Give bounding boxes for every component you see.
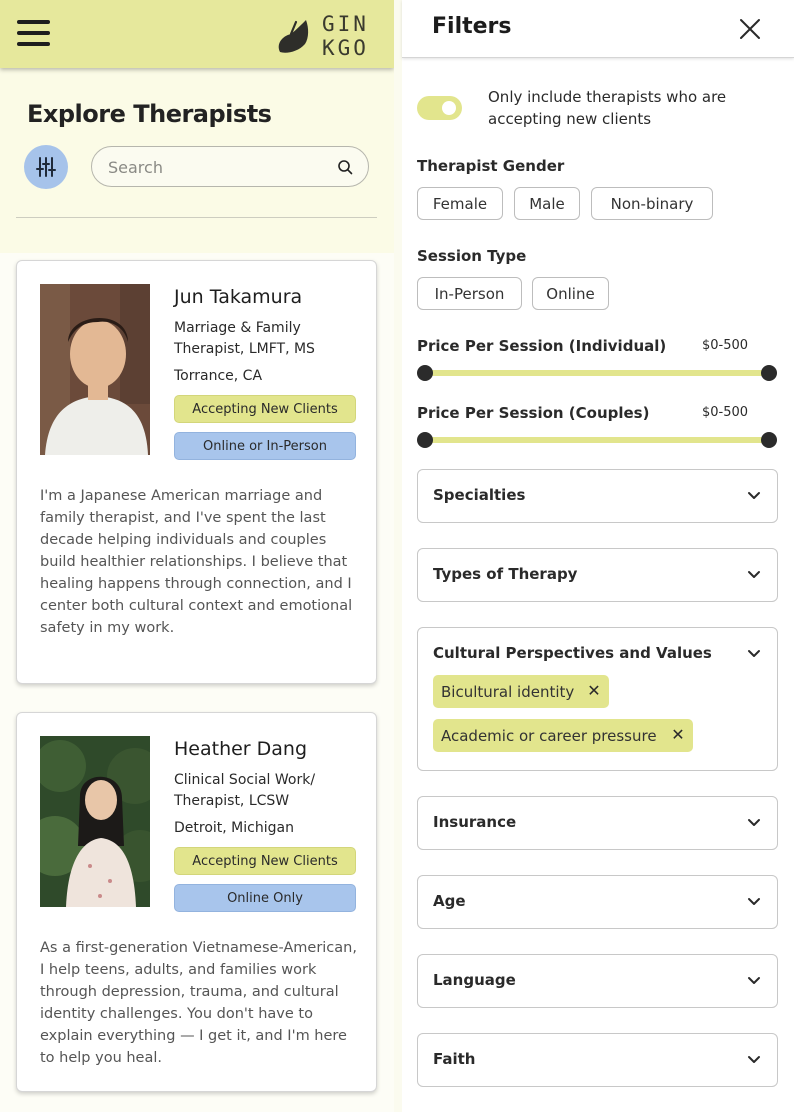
chevron-down-icon: [747, 974, 761, 988]
price-individual-min-handle[interactable]: [417, 365, 433, 381]
search-icon[interactable]: [337, 159, 353, 175]
therapist-role: Marriage & Family Therapist, LMFT, MS: [174, 320, 315, 357]
accordion-label: Age: [433, 892, 466, 910]
accordion-label: Insurance: [433, 813, 517, 831]
logo-line-1: GIN: [322, 12, 369, 36]
chevron-down-icon: [747, 568, 761, 582]
close-icon[interactable]: [738, 17, 762, 41]
app-bar: [0, 0, 394, 68]
accordion-label: Language: [433, 971, 516, 989]
therapist-location: Detroit, Michigan: [174, 820, 294, 836]
price-individual-max-handle[interactable]: [761, 365, 777, 381]
price-couples-slider-track[interactable]: [424, 437, 770, 443]
therapist-card[interactable]: [16, 260, 377, 684]
search-bar: [91, 146, 369, 187]
chevron-down-icon: [747, 895, 761, 909]
accordion-specialties[interactable]: [417, 469, 778, 523]
therapist-bio: I'm a Japanese American marriage and family therapist, and I've spent the last decade helping individuals and couples build healthier relationships. I believe that healing happens through connection, and I center both cultural context and emotional safety in my work.: [40, 488, 353, 636]
therapist-role: Clinical Social Work/ Therapist, LCSW: [174, 772, 316, 809]
therapist-card[interactable]: [16, 712, 377, 1092]
price-individual-label: Price Per Session (Individual): [417, 337, 667, 355]
tag-label: Academic or career pressure: [441, 726, 657, 745]
session-type-badge: Online or In-Person: [174, 432, 356, 460]
price-couples-range: $0-500: [702, 405, 749, 420]
cultural-tag: [433, 719, 693, 752]
filter-button[interactable]: [24, 145, 68, 189]
cultural-tag: [433, 675, 609, 708]
price-couples-max-handle[interactable]: [761, 432, 777, 448]
gender-chip-non-binary[interactable]: Non-binary: [591, 187, 713, 220]
price-couples-label: Price Per Session (Couples): [417, 404, 650, 422]
chevron-down-icon: [747, 1053, 761, 1067]
logo-line-2: KGO: [322, 36, 369, 60]
gender-chip-female[interactable]: Female: [417, 187, 503, 220]
session-type-label: Session Type: [417, 247, 527, 265]
explore-screen: [0, 0, 394, 1112]
filters-title: Filters: [432, 14, 512, 39]
accordion-label: Cultural Perspectives and Values: [433, 644, 712, 662]
session-chip-online[interactable]: Online: [532, 277, 609, 310]
brand-logo-text: [322, 12, 369, 60]
accordion-label: Faith: [433, 1050, 476, 1068]
accepting-clients-badge: Accepting New Clients: [174, 847, 356, 875]
therapist-name[interactable]: Heather Dang: [174, 738, 308, 760]
chevron-down-icon: [747, 489, 761, 503]
accordion-label: Specialties: [433, 486, 526, 504]
filters-panel: [402, 0, 794, 1112]
price-couples-min-handle[interactable]: [417, 432, 433, 448]
accordion-insurance[interactable]: [417, 796, 778, 850]
gender-chip-male[interactable]: Male: [514, 187, 580, 220]
therapist-location: Torrance, CA: [174, 368, 263, 384]
accepting-clients-badge: Accepting New Clients: [174, 395, 356, 423]
gender-label: Therapist Gender: [417, 157, 565, 175]
tag-label: Bicultural identity: [441, 682, 575, 701]
toggle-label: Only include therapists who are accepting new clients: [488, 88, 727, 128]
hamburger-menu-icon[interactable]: [17, 20, 51, 46]
search-input[interactable]: [108, 157, 328, 177]
accordion-types-of-therapy[interactable]: [417, 548, 778, 602]
therapist-name[interactable]: Jun Takamura: [174, 286, 303, 308]
divider: [16, 217, 377, 218]
chevron-down-icon: [747, 816, 761, 830]
accepting-clients-toggle[interactable]: [417, 96, 462, 120]
therapist-bio: As a first-generation Vietnamese-American, I help teens, adults, and families work through depression, trauma, and cultural identity challenges. You don't have to explain everything — I get it, and I'm here to help you heal.: [40, 940, 357, 1066]
accordion-age[interactable]: [417, 875, 778, 929]
filters-header: [402, 0, 794, 58]
chevron-down-icon: [747, 647, 761, 661]
remove-icon[interactable]: ✕: [587, 681, 601, 700]
therapist-photo: [40, 736, 150, 907]
session-type-badge: Online Only: [174, 884, 356, 912]
therapist-photo: [40, 284, 150, 455]
accordion-cultural-perspectives[interactable]: [417, 627, 778, 771]
accordion-language[interactable]: [417, 954, 778, 1008]
accordion-label: Types of Therapy: [433, 565, 578, 583]
session-chip-in-person[interactable]: In-Person: [417, 277, 522, 310]
page-title: Explore Therapists: [27, 100, 272, 128]
remove-icon[interactable]: ✕: [671, 725, 685, 744]
sliders-icon: [35, 156, 57, 178]
price-individual-slider-track[interactable]: [424, 370, 770, 376]
price-individual-range: $0-500: [702, 338, 749, 353]
accordion-faith[interactable]: [417, 1033, 778, 1087]
ginkgo-leaf-icon: [272, 14, 310, 54]
